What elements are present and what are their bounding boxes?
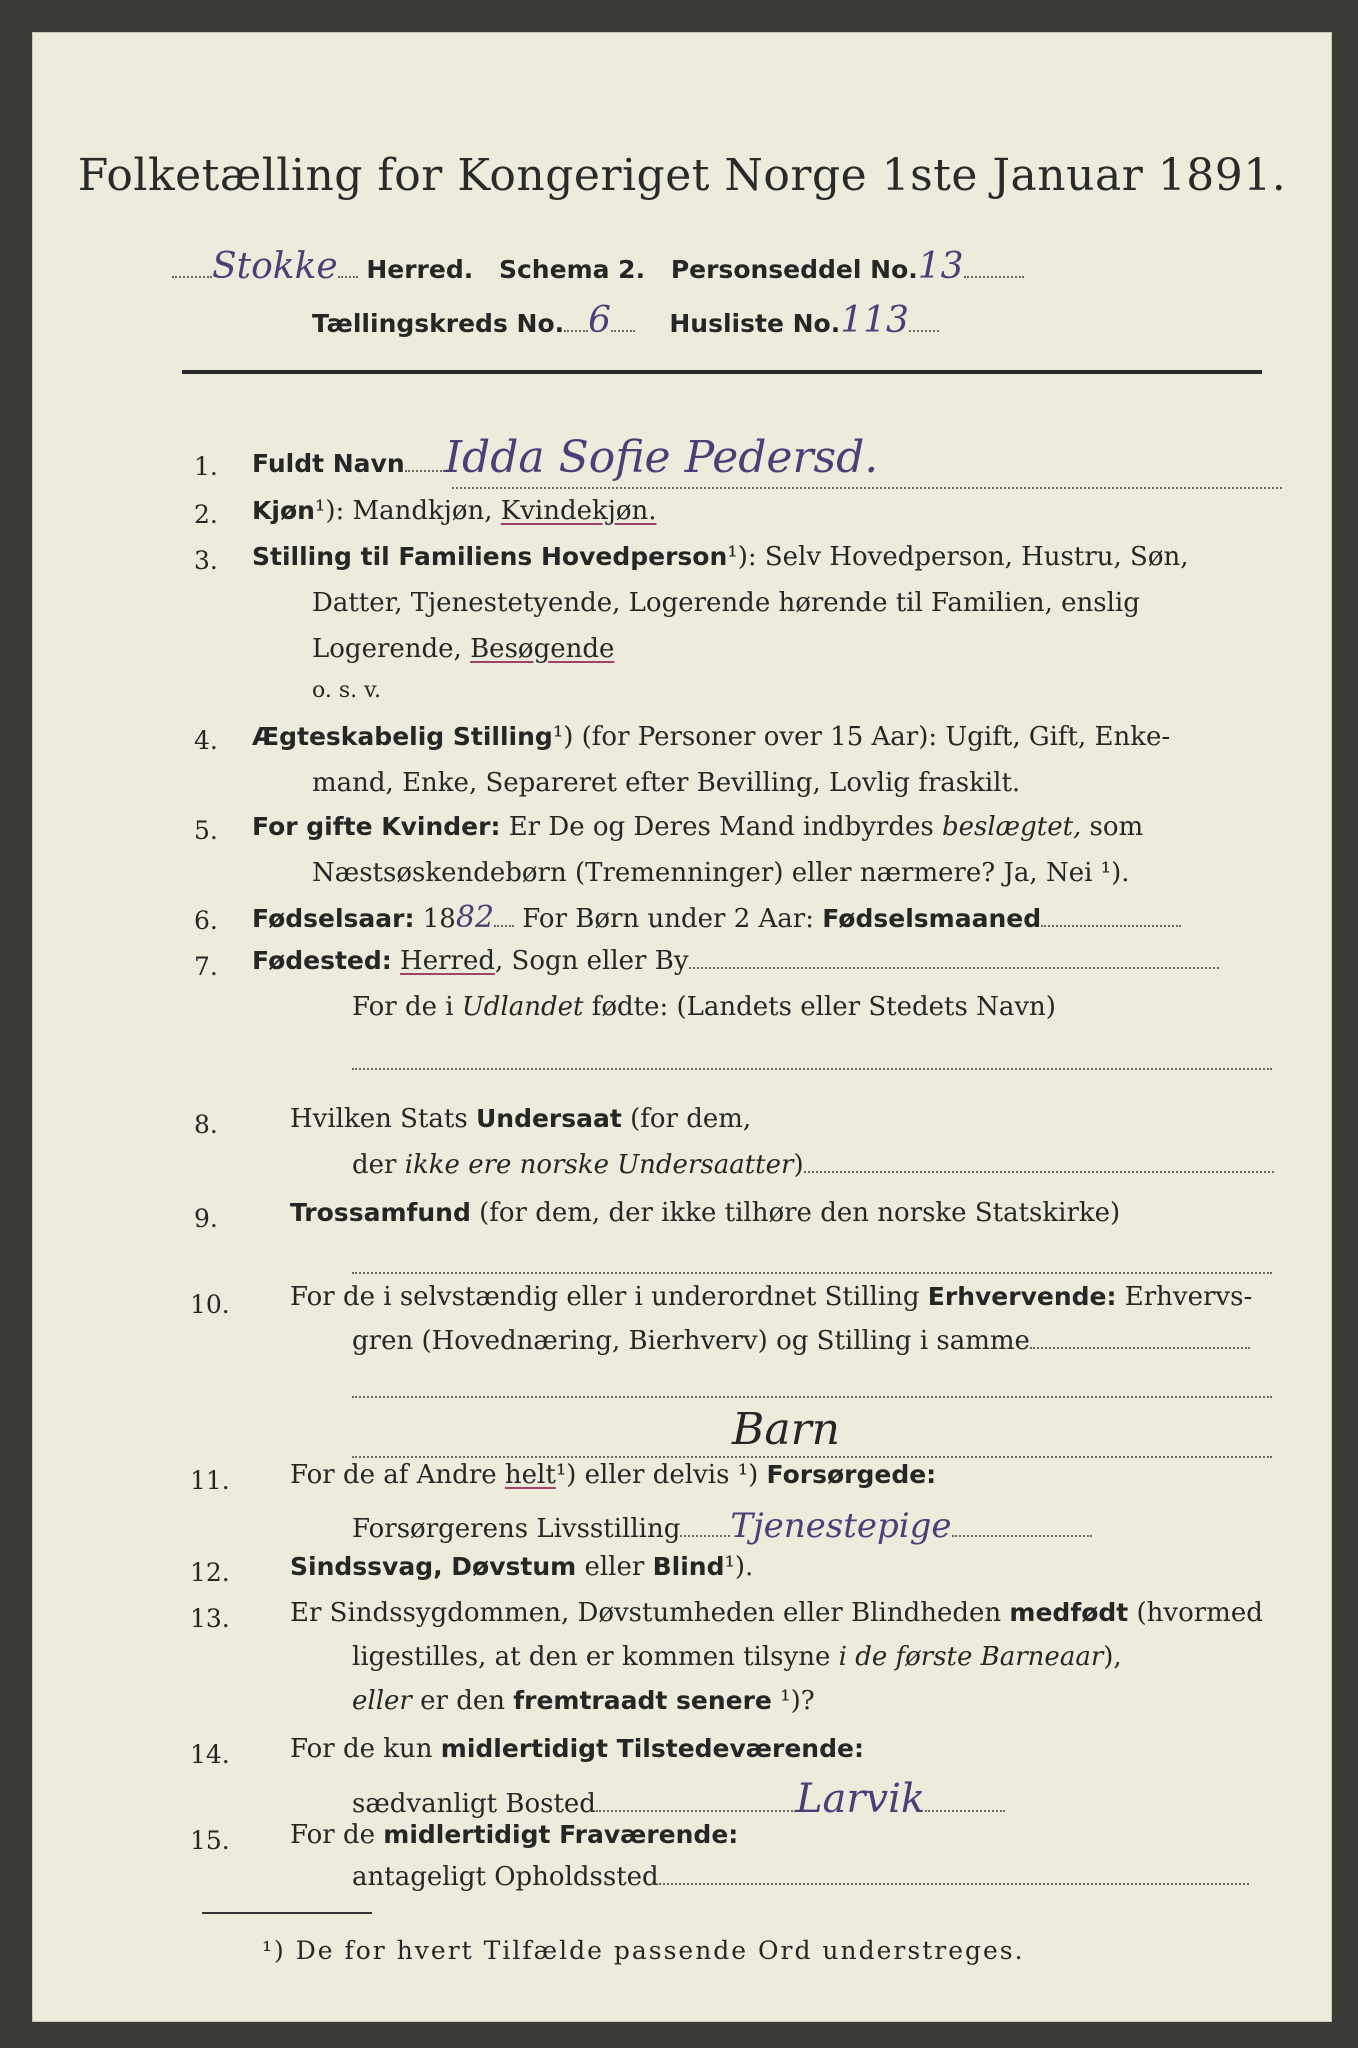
item-text: 18 bbox=[414, 904, 456, 934]
occupation-value: Barn bbox=[732, 1404, 840, 1455]
item-label: Fuldt Navn bbox=[252, 449, 405, 478]
item-13-medfodt bbox=[290, 1598, 1263, 1628]
item-10-erhverv bbox=[290, 1282, 1252, 1312]
herred-value: Stokke bbox=[212, 246, 338, 287]
item-text: ¹) (for Personer over 15 Aar): Ugift, Gift, Enke- bbox=[552, 722, 1171, 752]
kvindekjon-option: Kvindekjøn. bbox=[500, 496, 657, 526]
item-label: midlertidigt Tilstedeværende: bbox=[440, 1734, 864, 1763]
item-2-kjon bbox=[252, 496, 656, 526]
item-text: For de i bbox=[352, 992, 462, 1022]
field-line bbox=[352, 1456, 1272, 1458]
item-label: Stilling til Familiens Hovedperson bbox=[252, 542, 728, 571]
item-text: Er Sindssygdommen, Døvstumheden eller Blindheden bbox=[290, 1598, 1010, 1628]
item-number: 11. bbox=[190, 1466, 230, 1495]
item-text: sædvanligt Bosted bbox=[352, 1789, 596, 1819]
item-text: , Sogn eller By bbox=[495, 946, 689, 976]
item-number: 5. bbox=[194, 816, 218, 845]
item-text: Logerende, bbox=[312, 634, 471, 664]
item-number: 6. bbox=[194, 906, 218, 935]
item-text: ): Mandkjøn, bbox=[325, 496, 501, 526]
item-text: ¹): Selv Hovedperson, Hustru, Søn, bbox=[727, 542, 1189, 572]
form-title: Folketælling for Kongeriget Norge 1ste Januar 1891. bbox=[77, 150, 1287, 201]
footnote-rule bbox=[202, 1912, 372, 1914]
personseddel-label: Personseddel No. bbox=[670, 255, 918, 284]
kreds-label: Tællingskreds No. bbox=[312, 309, 565, 338]
item-text: mand, Enke, Separeret efter Bevilling, Lovlig fraskilt. bbox=[312, 768, 1021, 798]
item-text: o. s. v. bbox=[312, 678, 381, 703]
item-number: 4. bbox=[194, 726, 218, 755]
husliste-label: Husliste No. bbox=[669, 309, 841, 338]
item-number: 9. bbox=[194, 1204, 218, 1233]
item-text: ikke ere norske Undersaatter bbox=[404, 1150, 794, 1180]
husliste-value: 113 bbox=[840, 300, 909, 341]
item-text: ¹). bbox=[724, 1552, 754, 1582]
item-3-stilling bbox=[252, 542, 1189, 572]
item-number: 10. bbox=[190, 1290, 230, 1319]
item-number: 8. bbox=[194, 1110, 218, 1139]
item-6-fodselsaar bbox=[252, 900, 1181, 935]
kreds-value: 6 bbox=[588, 300, 612, 341]
item-label: Erhvervende: bbox=[927, 1282, 1117, 1311]
item-text: For de bbox=[290, 1820, 384, 1850]
item-number: 2. bbox=[194, 500, 218, 529]
item-text: som bbox=[1081, 812, 1144, 842]
item-text: For de i selvstændig eller i underordnet Stilling bbox=[290, 1282, 928, 1312]
item-1-fuldt-navn bbox=[252, 432, 878, 483]
item-text: gren (Hovednæring, Bierhverv) og Stilling i samme bbox=[352, 1326, 1030, 1356]
item-number: 13. bbox=[190, 1604, 230, 1633]
item-text: der bbox=[352, 1150, 405, 1180]
item-15-line-2 bbox=[352, 1862, 1249, 1892]
item-12-sindssvag bbox=[290, 1552, 753, 1582]
item-label: midlertidigt Fraværende: bbox=[383, 1820, 739, 1849]
item-label: Forsørgede: bbox=[766, 1460, 937, 1489]
item-8-line-2 bbox=[352, 1150, 1274, 1180]
item-7-fodested bbox=[252, 946, 1219, 976]
item-number: 15. bbox=[190, 1826, 230, 1855]
name-value: Idda Sofie Pedersd. bbox=[444, 432, 879, 483]
item-7-line-2 bbox=[352, 992, 1056, 1022]
census-form bbox=[32, 32, 1332, 2022]
item-label: Fødselsmaaned bbox=[822, 904, 1042, 933]
residence-value: Larvik bbox=[795, 1776, 926, 1822]
personseddel-value: 13 bbox=[917, 246, 964, 287]
herred-option: Herred bbox=[400, 946, 495, 976]
birth-year-value: 82 bbox=[455, 900, 495, 935]
header-rule bbox=[182, 370, 1262, 374]
item-number: 12. bbox=[190, 1558, 230, 1587]
name-field-line bbox=[452, 487, 1282, 489]
item-text: Datter, Tjenestetyende, Logerende hørende til Familien, enslig bbox=[312, 588, 1140, 618]
item-text: eller bbox=[576, 1552, 653, 1582]
item-13-line-3 bbox=[352, 1686, 815, 1716]
item-text: ), bbox=[1103, 1642, 1122, 1672]
item-text: Erhvervs- bbox=[1116, 1282, 1253, 1312]
item-text: i de første Barneaar bbox=[838, 1642, 1104, 1672]
item-number: 3. bbox=[194, 546, 218, 575]
item-text: (for dem, bbox=[621, 1104, 752, 1134]
item-number: 7. bbox=[194, 952, 218, 981]
item-text: beslægtet, bbox=[941, 812, 1082, 842]
item-label: Fødested: bbox=[252, 946, 392, 975]
helt-option: helt bbox=[504, 1460, 556, 1490]
footnote: ¹) De for hvert Tilfælde passende Ord understreges. bbox=[262, 1936, 1025, 1965]
item-15-fravaerende bbox=[290, 1820, 738, 1850]
item-11-line-2 bbox=[352, 1506, 1092, 1546]
item-label: medfødt bbox=[1009, 1598, 1129, 1627]
item-9-trossamfund bbox=[290, 1198, 1120, 1228]
item-text: Næstsøskendebørn (Tremenninger) eller nærmere? Ja, Nei ¹). bbox=[312, 858, 1130, 888]
item-8-undersaat bbox=[290, 1104, 751, 1134]
field-line bbox=[352, 1068, 1272, 1070]
item-text: (hvormed bbox=[1128, 1598, 1263, 1628]
herred-label: Herred. bbox=[366, 255, 474, 284]
item-number: 14. bbox=[190, 1740, 230, 1769]
item-label: Ægteskabelig Stilling bbox=[252, 722, 553, 751]
item-text: Hvilken Stats bbox=[290, 1104, 476, 1134]
item-4-aegteskabelig bbox=[252, 722, 1170, 752]
item-label: Sindssvag, Døvstum bbox=[290, 1552, 577, 1581]
item-text: er den bbox=[411, 1686, 514, 1716]
item-text: For de af Andre bbox=[290, 1460, 505, 1490]
item-text: ¹)? bbox=[771, 1686, 815, 1716]
item-text: eller bbox=[352, 1686, 412, 1716]
item-label: For gifte Kvinder: bbox=[252, 812, 501, 841]
item-text: fødte: (Landets eller Stedets Navn) bbox=[583, 992, 1056, 1022]
item-14-line-2 bbox=[352, 1776, 1005, 1822]
item-text: Forsørgerens Livsstilling bbox=[352, 1514, 681, 1544]
item-text: antageligt Opholdssted bbox=[352, 1862, 659, 1892]
item-11-forsorgede bbox=[290, 1460, 936, 1490]
field-line bbox=[352, 1396, 1272, 1398]
item-label: Kjøn bbox=[252, 496, 315, 525]
item-text: (for dem, der ikke tilhøre den norske Statskirke) bbox=[470, 1198, 1121, 1228]
field-line bbox=[352, 1272, 1272, 1274]
item-10-line-2 bbox=[352, 1326, 1250, 1356]
kreds-line bbox=[312, 300, 939, 341]
item-text: Er De og Deres Mand indbyrdes bbox=[500, 812, 942, 842]
item-5-gifte-kvinder bbox=[252, 812, 1143, 842]
item-13-line-2 bbox=[352, 1642, 1122, 1672]
item-text: ligestilles, at den er kommen tilsyne bbox=[352, 1642, 839, 1672]
item-text: ) bbox=[793, 1150, 804, 1180]
item-label: Undersaat bbox=[475, 1104, 622, 1133]
item-number: 1. bbox=[194, 452, 218, 481]
item-text: For de kun bbox=[290, 1734, 441, 1764]
footnote-mark: ¹ bbox=[314, 496, 326, 526]
item-text: Udlandet bbox=[461, 992, 584, 1022]
schema-label: Schema 2. bbox=[498, 255, 646, 284]
provider-value: Tjenestepige bbox=[730, 1506, 952, 1546]
item-label: Blind bbox=[652, 1552, 725, 1581]
item-3-line-3 bbox=[312, 634, 614, 664]
item-label: Fødselsaar: bbox=[252, 904, 415, 933]
item-label: Trossamfund bbox=[290, 1198, 471, 1227]
item-14-tilstedevaerende bbox=[290, 1734, 864, 1764]
item-label: fremtraadt senere bbox=[513, 1686, 772, 1715]
herred-line bbox=[172, 246, 1024, 287]
item-text: ¹) eller delvis ¹) bbox=[555, 1460, 767, 1490]
item-text: For Børn under 2 Aar: bbox=[514, 904, 823, 934]
besogende-option: Besøgende bbox=[470, 634, 615, 664]
